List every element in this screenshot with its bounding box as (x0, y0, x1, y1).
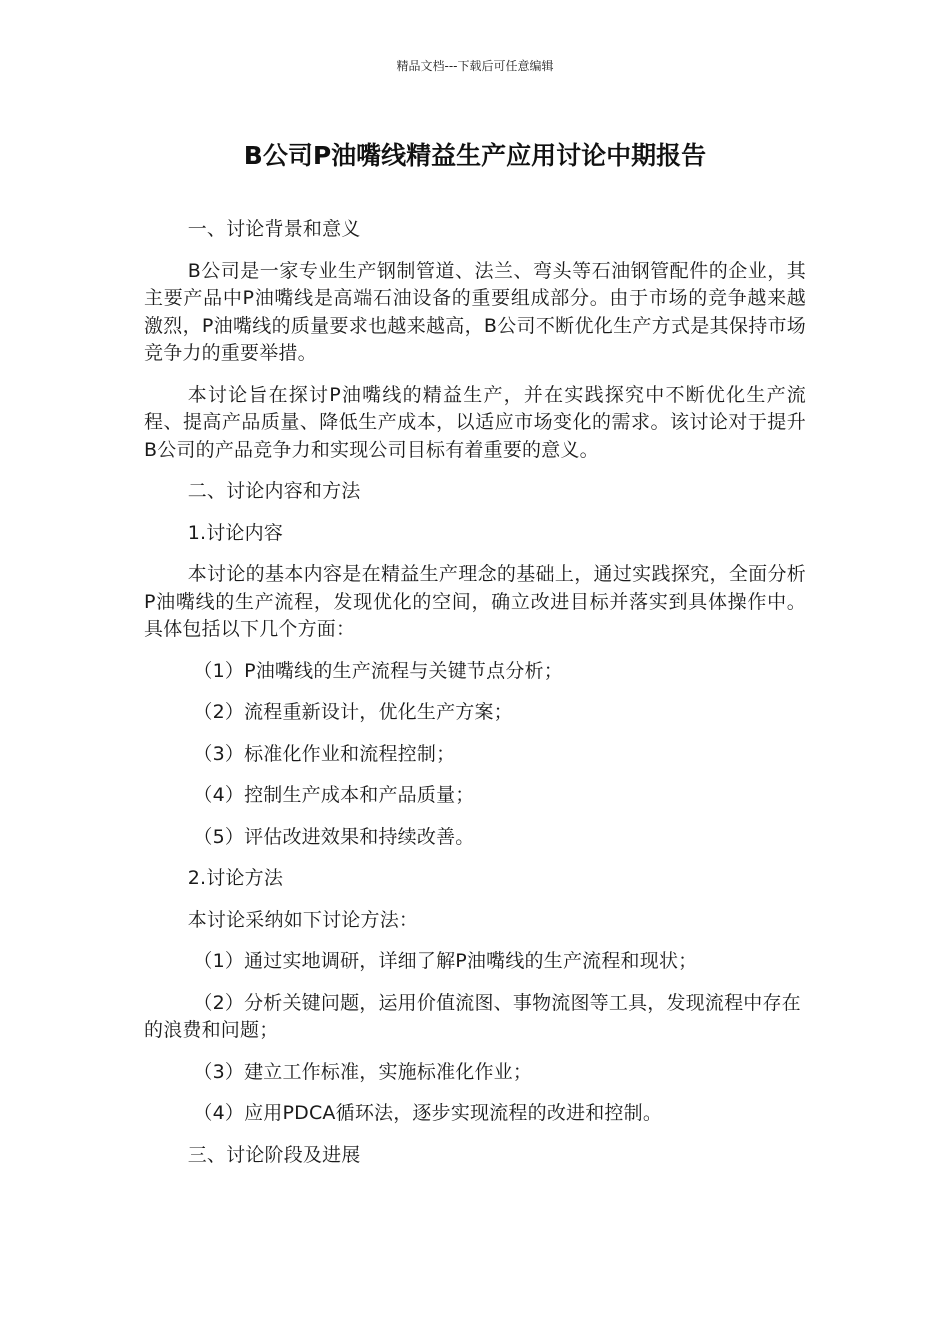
subheading-method: 2.讨论方法 (187, 867, 284, 889)
list-item: （5）评估改进效果和持续改善。 (193, 825, 475, 848)
section-heading-background: 一、讨论背景和意义 (187, 218, 361, 240)
list-item: （1）通过实地调研，详细了解P油嘴线的生产流程和现状； (193, 950, 698, 972)
subheading-content: 1.讨论内容 (187, 521, 284, 544)
paragraph-purpose: 本讨论旨在探讨P油嘴线的精益生产，并在实践探究中不断优化生产流程、提高产品质量、降低生产成本，以适应市场变化的需求。该讨论对于提升B公司的产品竞争力和实现公司目标有着重要的意义。 (144, 383, 806, 461)
paragraph-content-basis: 本讨论的基本内容是在精益生产理念的基础上，通过实践探究，全面分析P油嘴线的生产流程，发现优化的空间，确立改进目标并落实到具体操作中。具体包括以下几个方面： (144, 563, 806, 640)
list-item: （4）应用PDCA循环法，逐步实现流程的改进和控制。 (193, 1102, 663, 1124)
list-item: （2）分析关键问题，运用价值流图、事物流图等工具，发现流程中存在的浪费和问题； (144, 991, 801, 1041)
paragraph-company-intro: B公司是一家专业生产钢制管道、法兰、弯头等石油钢管配件的企业，其主要产品中P油嘴线是高端石油设备的重要组成部分。由于市场的竞争越来越激烈，P油嘴线的质量要求也越来越高，B公司不断优化生产方式是其保持市场竞争力的重要举措。 (144, 259, 806, 364)
list-item: （4）控制生产成本和产品质量； (193, 784, 475, 806)
section-heading-content-method: 二、讨论内容和方法 (187, 480, 361, 502)
paragraph-method-intro: 本讨论采纳如下讨论方法： (187, 908, 419, 931)
page-header: 精品文档---下载后可任意编辑 (396, 59, 554, 73)
list-item: （3）建立工作标准，实施标准化作业； (193, 1060, 533, 1083)
list-item: （3）标准化作业和流程控制； (193, 742, 456, 765)
document-body (144, 216, 806, 1183)
list-item: （2）流程重新设计，优化生产方案； (193, 701, 513, 723)
section-heading-stages: 三、讨论阶段及进展 (187, 1143, 361, 1166)
list-item: （1）P油嘴线的生产流程与关键节点分析； (193, 659, 563, 682)
document-title: B公司P油嘴线精益生产应用讨论中期报告 (243, 141, 707, 170)
